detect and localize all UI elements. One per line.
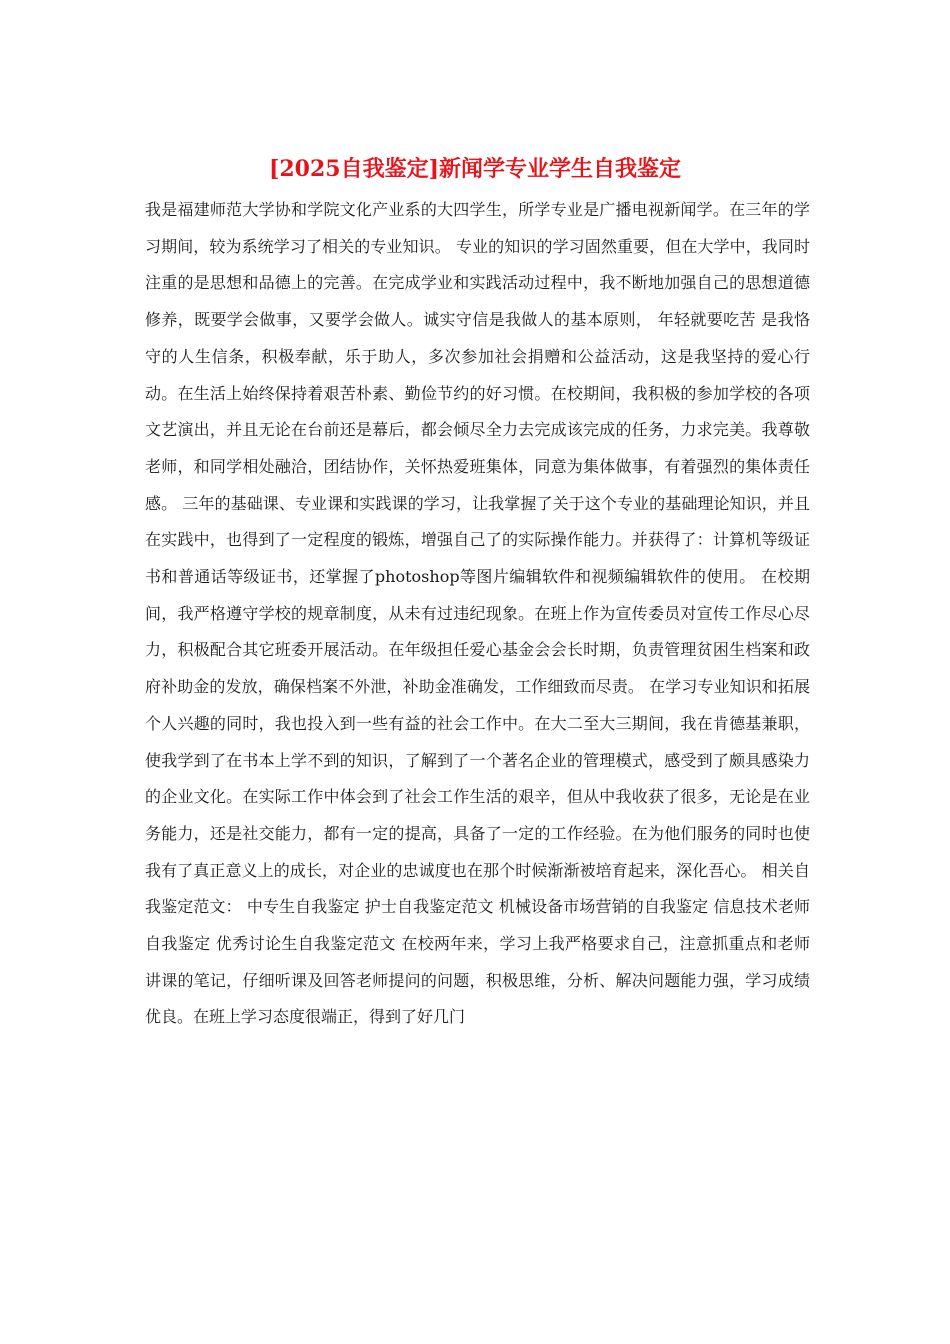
document-title: [2025自我鉴定]新闻学专业学生自我鉴定 — [268, 156, 682, 182]
document-body: 我是福建师范大学协和学院文化产业系的大四学生，所学专业是广播电视新闻学。在三年的学习期间，较为系统学习了相关的专业知识。 专业的知识的学习固然重要，但在大学中，我同时注重的是思想和品德上的完善。在完成学业和实践活动过程中，我不断地加强自己的思想道德修养，既要学会做事，又要学会做人。诚实守信是我做人的基本原则， 年轻就要吃苦 是我恪守的人生信条，积极奉献，乐于助人，多次参加社会捐赠和公益活动，这是我坚持的爱心行动。在生活上始终保持着艰苦朴素、勤俭节约的好习惯。在校期间，我积极的参加学校的各项文艺演出，并且无论在台前还是幕后，都会倾尽全力去完成该完成的任务，力求完美。我尊敬老师，和同学相处融洽，团结协作，关怀热爱班集体，同意为集体做事，有着强烈的集体责任感。 三年的基础课、专业课和实践课的学习，让我掌握了关于这个专业的基础理论知识，并且在实践中，也得到了一定程度的锻炼，增强自己了的实际操作能力。并获得了：计算机等级证书和普通话等级证书，还掌握了photoshop等图片编辑软件和视频编辑软件的使用。 在校期间，我严格遵守学校的规章制度，从未有过违纪现象。在班上作为宣传委员对宣传工作尽心尽力，积极配合其它班委开展活动。在年级担任爱心基金会会长时期，负责管理贫困生档案和政府补助金的发放，确保档案不外泄，补助金准确发，工作细致而尽责。 在学习专业知识和拓展个人兴趣的同时，我也投入到一些有益的社会工作中。在大二至大三期间，我在肯德基兼职，使我学到了在书本上学不到的知识，了解到了一个著名企业的管理模式，感受到了颇具感染力的企业文化。在实际工作中体会到了社会工作生活的艰辛，但从中我收获了很多，无论是在业务能力，还是社交能力，都有一定的提高，具备了一定的工作经验。在为他们服务的同时也使我有了真正意义上的成长，对企业的忠诚度也在那个时候渐渐被培育起来，深化吾心。 相关自我鉴定范文： 中专生自我鉴定 护士自我鉴定范文 机械设备市场营销的自我鉴定 信息技术老师自我鉴定 优秀讨论生自我鉴定范文 在校两年来，学习上我严格要求自己，注意抓重点和老师讲课的笔记，仔细听课及回答老师提问的问题，积极思维，分析、解决问题能力强，学习成绩优良。在班上学习态度很端正，得到了好几门 — [145, 200, 810, 1027]
